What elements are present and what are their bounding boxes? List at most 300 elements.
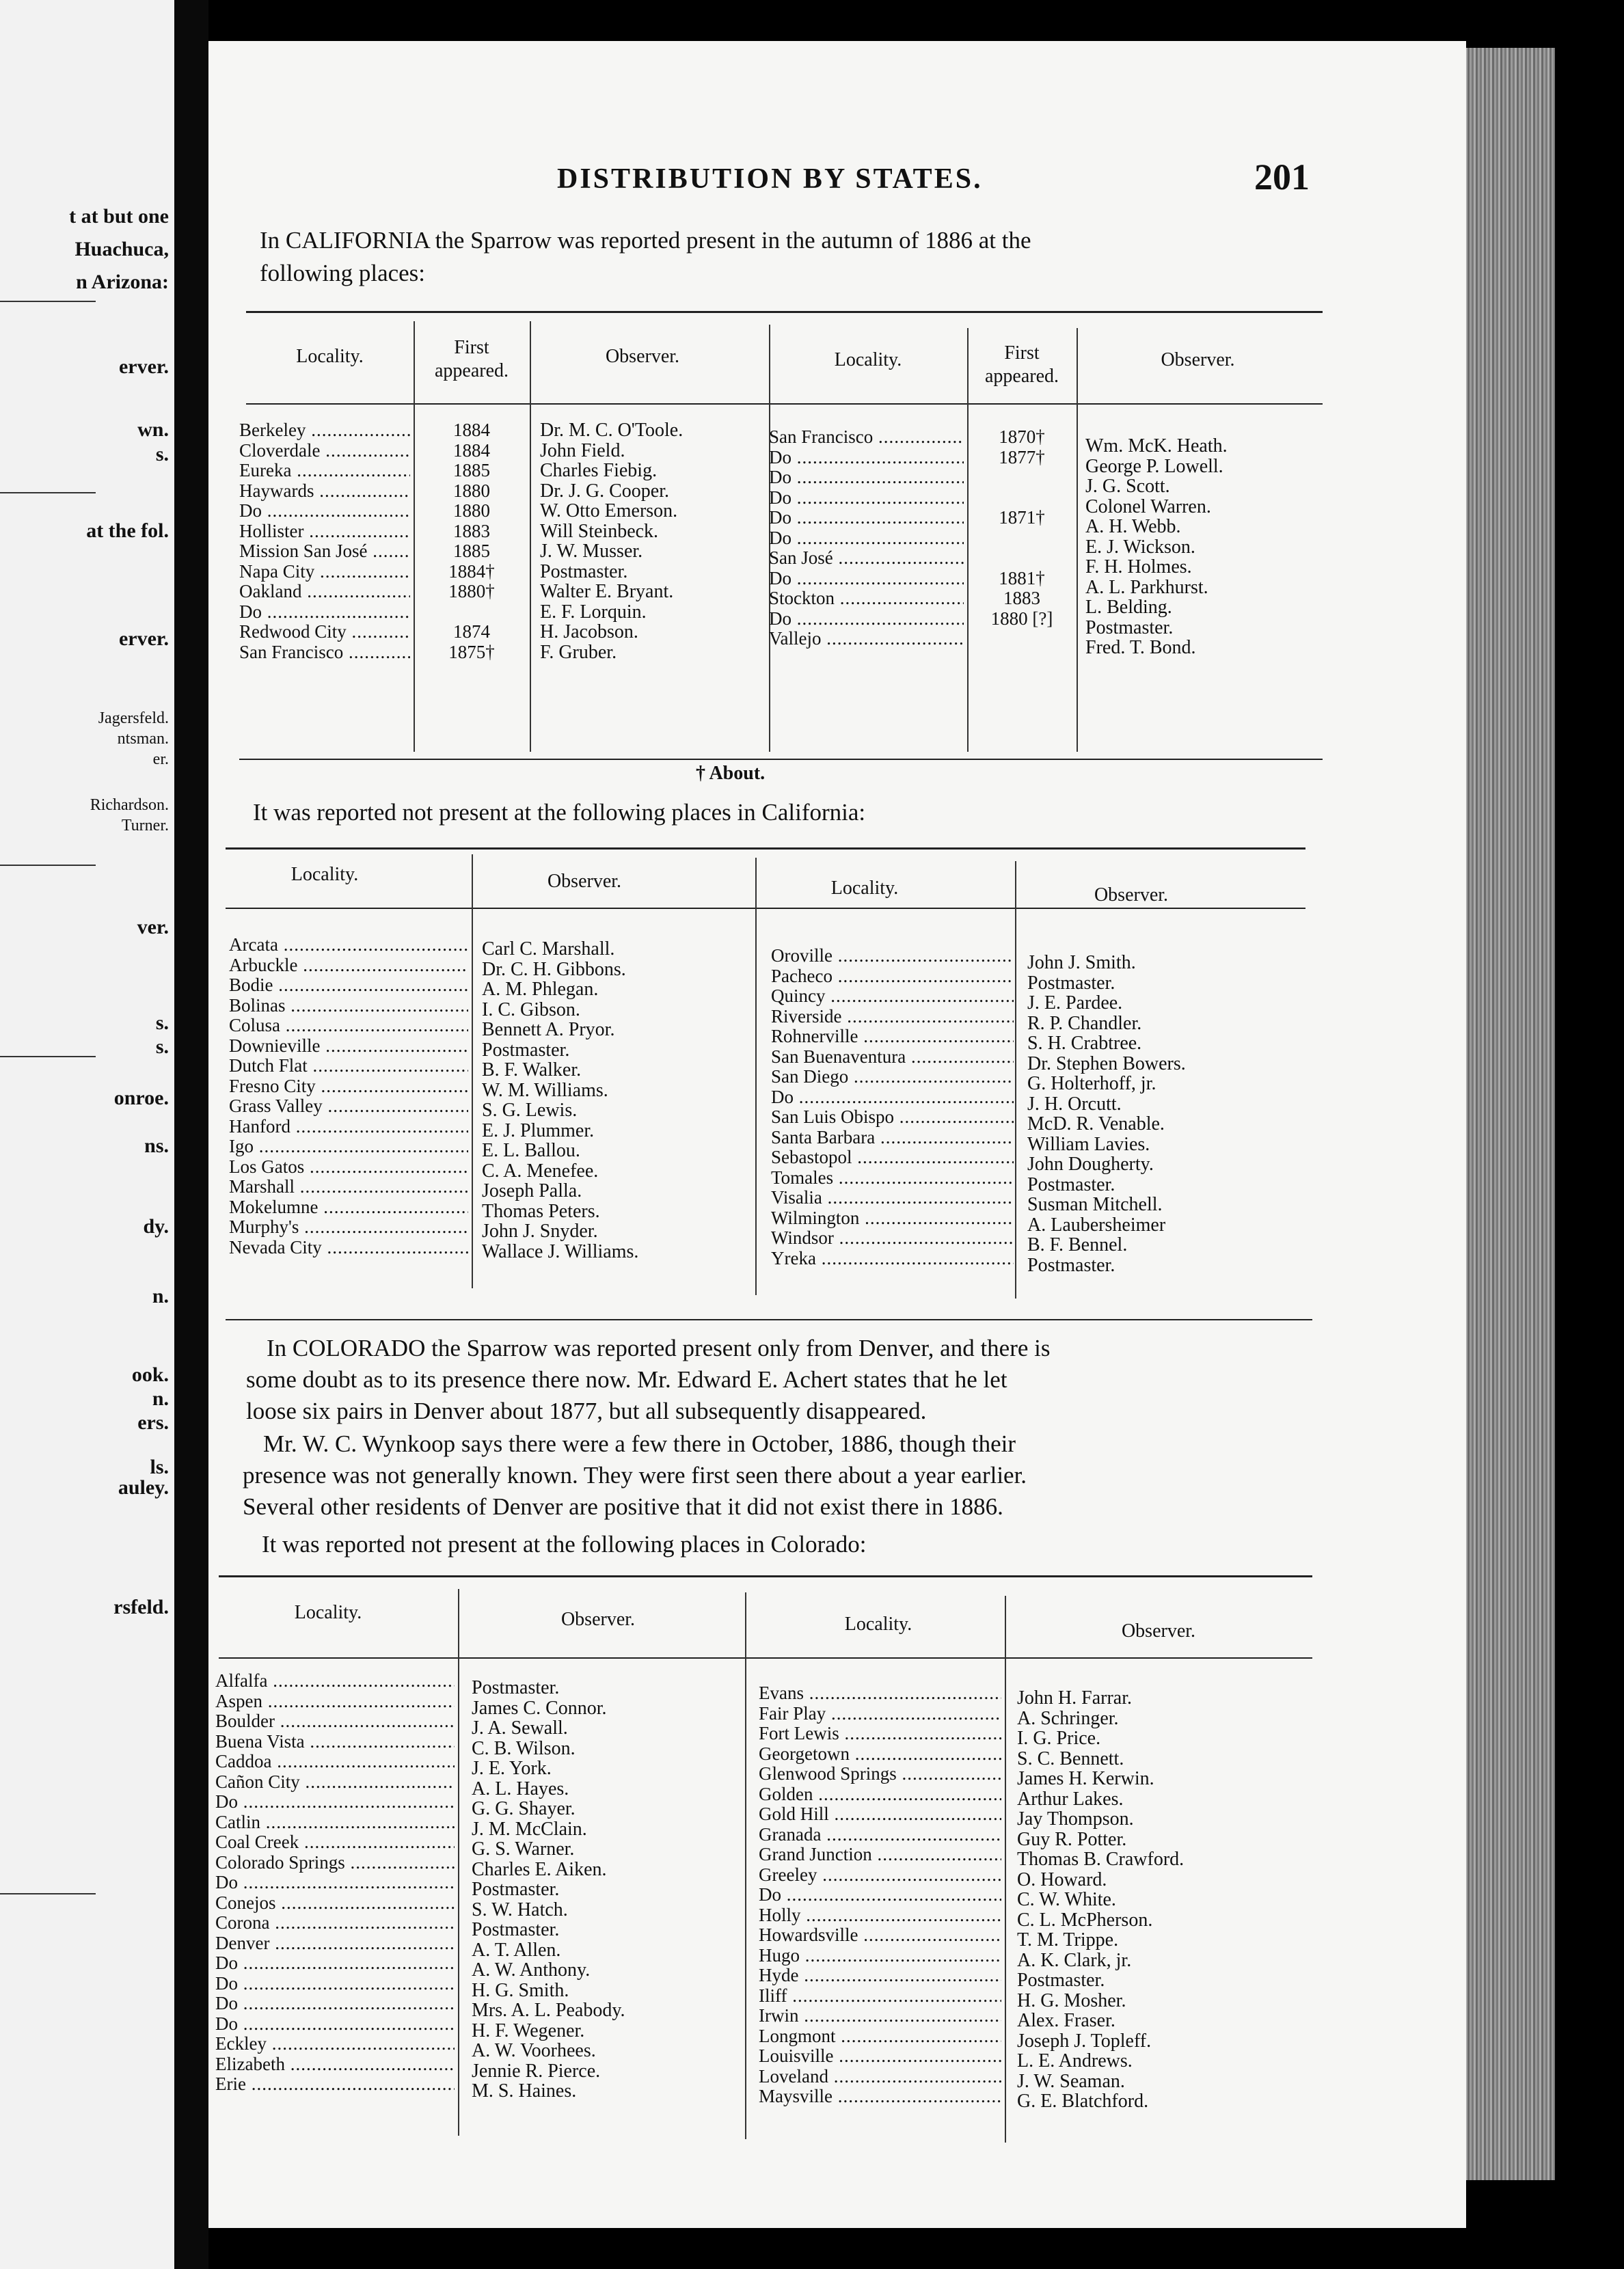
col-header-locality: Locality. [830, 878, 899, 899]
table-cell: E. J. Wickson. [1085, 536, 1195, 557]
table-cell: J. G. Scott. [1085, 476, 1170, 497]
table-cell: 1884† [448, 561, 495, 582]
table-cell: John Field. [540, 440, 625, 461]
table-cell: J. M. McClain. [472, 1819, 587, 1839]
col-header-locality: Locality. [844, 1614, 912, 1635]
ca-np-right-observers [1027, 953, 1301, 1275]
table-cell: Tomales ..... [771, 1168, 1014, 1188]
table-cell: 1880 [?] [990, 608, 1053, 629]
page-edges [1459, 48, 1555, 2180]
table-cell: Colusa ..... [229, 1016, 468, 1036]
table-cell: 1885 [453, 461, 490, 480]
table-cell: Corona ..... [215, 1913, 455, 1933]
table-cell: I. C. Gibson. [482, 999, 580, 1020]
table-cell: Eureka ..... [239, 461, 410, 481]
table-cell: William Lavies. [1027, 1134, 1150, 1154]
table-cell: Elizabeth ..... [215, 2054, 455, 2075]
table-cell: Mokelumne ..... [229, 1197, 468, 1218]
table-cell: Gold Hill ..... [759, 1804, 1001, 1825]
table-cell: Aspen ..... [215, 1691, 455, 1712]
col-header-locality: Locality. [834, 349, 902, 370]
ca-right-localities [769, 427, 964, 649]
table-cell: Greeley ..... [759, 1865, 1001, 1886]
table-cell: Oroville ..... [771, 946, 1014, 966]
table-cell: Thomas Peters. [482, 1201, 600, 1221]
col-header-observer: Observer. [1121, 1620, 1196, 1642]
facing-page-text: s. [155, 1011, 169, 1034]
facing-page-rule [0, 301, 96, 302]
facing-page-text: erver. [118, 355, 169, 378]
table-cell: Hollister ..... [239, 521, 410, 542]
table-cell: Redwood City ..... [239, 622, 410, 642]
table-cell: Do ..... [769, 569, 964, 589]
table-cell: Bolinas ..... [229, 996, 468, 1016]
book-gutter [174, 0, 208, 2269]
table-cell: Quincy ..... [771, 986, 1014, 1007]
co-right-observers [1017, 1688, 1318, 2112]
table-cell: C. A. Menefee. [482, 1160, 599, 1181]
table-cell: Do ..... [769, 609, 964, 629]
table-cell: Postmaster. [1085, 617, 1174, 638]
table-cell: Holly ..... [759, 1905, 1001, 1926]
ca-np-left-localities [229, 935, 468, 1258]
table-cell [967, 488, 1077, 508]
table-cell: Golden ..... [759, 1784, 1001, 1805]
table-cell: S. G. Lewis. [482, 1100, 578, 1121]
table-cell: John J. Snyder. [482, 1221, 598, 1242]
table-cell: 1883 [1003, 588, 1040, 608]
table-cell: Caddoa ..... [215, 1752, 455, 1772]
facing-page-text: dy. [143, 1215, 169, 1238]
table-cell: Loveland ..... [759, 2067, 1001, 2087]
table-cell: Postmaster. [1017, 1970, 1105, 1991]
table-cell: L. Belding. [1085, 597, 1172, 618]
table-cell: Susman Mitchell. [1027, 1195, 1163, 1215]
table-cell: A. L. Hayes. [472, 1778, 569, 1799]
table-cell: Mission San José ..... [239, 541, 410, 562]
table-cell: Santa Barbara ..... [771, 1128, 1014, 1148]
page-number: 201 [1254, 157, 1310, 198]
facing-page-text: auley. [118, 1476, 169, 1499]
table-cell: Dutch Flat ..... [229, 1056, 468, 1076]
table-cell: Fred. T. Bond. [1085, 638, 1196, 658]
table-cell: Murphy's ..... [229, 1217, 468, 1238]
table-cell: Postmaster. [540, 561, 628, 582]
ca-left-years [414, 420, 530, 662]
table-cell: 1883 [453, 521, 490, 541]
table-cell: Colonel Warren. [1085, 496, 1211, 517]
facing-page-text: Huachuca, [75, 238, 169, 260]
ca-np-right-localities [771, 946, 1014, 1268]
col-header-locality: Locality. [296, 346, 364, 367]
table-cell: C. B. Wilson. [472, 1738, 576, 1758]
table-cell: Igo ..... [229, 1137, 468, 1157]
header-text: appeared. [984, 366, 1059, 387]
table-cell: John Dougherty. [1027, 1154, 1154, 1175]
table-cell: San Francisco ..... [769, 427, 964, 448]
table-cell: Do ..... [771, 1087, 1014, 1108]
table-cell [414, 602, 530, 623]
table-cell: Will Steinbeck. [540, 521, 659, 541]
table-cell: Haywards ..... [239, 481, 410, 502]
table-cell: Do ..... [215, 1792, 455, 1812]
table-cell: Postmaster. [1027, 973, 1115, 993]
footnote-about: † About. [696, 763, 766, 784]
co-left-observers [472, 1678, 742, 2102]
table-cell: Glenwood Springs ..... [759, 1764, 1001, 1784]
table-cell: C. W. White. [1017, 1890, 1116, 1910]
table-cell: J. A. Sewall. [472, 1718, 568, 1739]
table-cell: Walter E. Bryant. [540, 582, 674, 602]
table-cell: Postmaster. [472, 1920, 560, 1940]
table-cell: Dr. M. C. O'Toole. [540, 420, 684, 441]
facing-page-text: t at but one [69, 205, 169, 228]
table-cell: Berkeley ..... [239, 420, 410, 441]
table-cell: James C. Connor. [472, 1698, 607, 1718]
table-cell: Do ..... [215, 1994, 455, 2014]
table-cell: Hanford ..... [229, 1117, 468, 1137]
table-cell: I. G. Price. [1017, 1728, 1101, 1749]
table-cell: J. W. Seaman. [1017, 2071, 1125, 2091]
table-cell [967, 548, 1077, 569]
table-cell: Dr. Stephen Bowers. [1027, 1053, 1186, 1074]
table-cell: Hugo ..... [759, 1946, 1001, 1966]
table-cell: Windsor ..... [771, 1228, 1014, 1249]
facing-page-text: Turner. [121, 817, 169, 834]
table-cell: Grass Valley ..... [229, 1096, 468, 1117]
table-cell: Oakland ..... [239, 582, 410, 602]
table-cell: Conejos ..... [215, 1893, 455, 1914]
table-cell: Fair Play ..... [759, 1704, 1001, 1724]
ca-right-observers [1085, 436, 1325, 658]
running-head: DISTRIBUTION BY STATES. [557, 163, 983, 195]
ca-np-left-observers [482, 939, 752, 1262]
table-cell: E. F. Lorquin. [540, 601, 647, 622]
table-cell: G. E. Blatchford. [1017, 2091, 1149, 2112]
col-header-observer: Observer. [1161, 349, 1235, 370]
facing-page-text: ers. [137, 1411, 169, 1434]
table-cell: Yreka ..... [771, 1249, 1014, 1269]
table-cell: San Luis Obispo ..... [771, 1107, 1014, 1128]
table-cell: Wm. McK. Heath. [1085, 436, 1228, 457]
table-cell: H. G. Mosher. [1017, 1990, 1126, 2011]
table-cell: H. G. Smith. [472, 1980, 569, 2000]
table-cell: E. J. Plummer. [482, 1120, 595, 1141]
col-header-observer: Observer. [560, 1609, 636, 1630]
table-cell: Postmaster. [482, 1040, 570, 1060]
table-cell: Rohnerville ..... [771, 1027, 1014, 1047]
table-cell: J. W. Musser. [540, 541, 643, 562]
table-cell: 1880 [453, 501, 490, 521]
table-cell: Sebastopol ..... [771, 1147, 1014, 1168]
table-cell: Do ..... [769, 448, 964, 468]
table-cell: Do ..... [769, 488, 964, 508]
table-cell: S. H. Crabtree. [1027, 1033, 1142, 1054]
table-cell: 1870† [999, 427, 1045, 447]
facing-page-text: ook. [131, 1363, 169, 1386]
facing-page-text: ntsman. [117, 730, 169, 748]
table-cell: Fresno City ..... [229, 1076, 468, 1097]
facing-page-text: erver. [118, 627, 169, 650]
facing-page-text: rsfeld. [113, 1596, 169, 1618]
table-cell: John H. Farrar. [1017, 1688, 1132, 1709]
facing-page-text: ls. [150, 1456, 169, 1478]
table-cell: A. W. Anthony. [472, 1960, 591, 1981]
facing-page-text: er. [152, 750, 169, 768]
header-text: appeared. [434, 360, 509, 381]
facing-page-text: at the fol. [86, 519, 169, 542]
table-cell: Do ..... [215, 2014, 455, 2035]
table-cell: A. T. Allen. [472, 1940, 561, 1960]
table-cell: A. Laubersheimer [1027, 1214, 1166, 1235]
table-cell: Do ..... [215, 1974, 455, 1994]
table-cell: Arcata ..... [229, 935, 468, 955]
table-cell: H. Jacobson. [540, 622, 638, 642]
table-cell: Iliff ..... [759, 1986, 1001, 2007]
table-cell: Bodie ..... [229, 975, 468, 996]
table-cell: Los Gatos ..... [229, 1157, 468, 1178]
table-cell: San Diego ..... [771, 1067, 1014, 1087]
table-cell: 1881† [999, 568, 1045, 588]
table-cell: 1885 [453, 541, 490, 561]
col-header-first-appeared [414, 336, 530, 383]
table-cell: B. F. Bennel. [1027, 1235, 1128, 1255]
table-cell: Jay Thompson. [1017, 1809, 1134, 1830]
table-cell: R. P. Chandler. [1027, 1013, 1142, 1033]
table-cell: San José ..... [769, 548, 964, 569]
table-cell: Riverside ..... [771, 1007, 1014, 1027]
colorado-not-present-intro: It was reported not present at the following places in Colorado: [262, 1531, 867, 1558]
table-cell: A. Schringer. [1017, 1708, 1119, 1728]
page [208, 41, 1466, 2228]
paragraph-line: Several other residents of Denver are positive that it did not exist there in 1886. [243, 1493, 1003, 1520]
table-cell: Irwin ..... [759, 2006, 1001, 2026]
table-cell: W. Otto Emerson. [540, 501, 678, 521]
table-cell: Dr. C. H. Gibbons. [482, 959, 626, 979]
table-cell: Do ..... [759, 1885, 1001, 1905]
table-cell: Eckley ..... [215, 2034, 455, 2054]
ca-left-localities [239, 420, 410, 662]
table-cell: Boulder ..... [215, 1711, 455, 1732]
facing-page-text: ns. [144, 1134, 169, 1157]
table-cell: Catlin ..... [215, 1812, 455, 1833]
facing-page-text: n Arizona: [76, 271, 169, 293]
california-intro-line: In CALIFORNIA the Sparrow was reported present in the autumn of 1886 at the [260, 227, 1031, 254]
table-cell: Erie ..... [215, 2074, 455, 2095]
facing-page-text: ver. [137, 916, 169, 938]
table-cell [967, 467, 1077, 488]
table-cell: E. L. Ballou. [482, 1141, 580, 1161]
table-cell: A. M. Phlegan. [482, 979, 599, 1000]
facing-page-rule [0, 865, 96, 866]
facing-page-rule [0, 1056, 96, 1057]
facing-page-text: s. [155, 1035, 169, 1058]
table-cell: Cloverdale ..... [239, 441, 410, 461]
facing-page-text: n. [152, 1285, 169, 1307]
table-cell: T. M. Trippe. [1017, 1930, 1119, 1951]
colorado-paragraph-2 [243, 1428, 1336, 1523]
paragraph-line: Mr. W. C. Wynkoop says there were a few there in October, 1886, though their [263, 1430, 1016, 1457]
table-cell: Coal Creek ..... [215, 1832, 455, 1853]
table-cell: Arthur Lakes. [1017, 1789, 1124, 1809]
table-cell: Hyde ..... [759, 1966, 1001, 1986]
table-cell: A. W. Voorhees. [472, 2041, 596, 2061]
table-cell: Denver ..... [215, 1933, 455, 1954]
table-cell: F. Gruber. [540, 642, 617, 662]
table-cell: Do ..... [239, 602, 410, 623]
table-cell: 1880† [448, 582, 495, 601]
col-header-observer: Observer. [605, 346, 680, 367]
table-cell: B. F. Walker. [482, 1060, 582, 1081]
table-cell: Thomas B. Crawford. [1017, 1849, 1185, 1870]
col-header-first-appeared [967, 342, 1077, 388]
co-left-localities [215, 1671, 455, 2095]
table-cell: Do ..... [769, 467, 964, 488]
facing-page-text: onroe. [113, 1087, 169, 1109]
table-cell: Arbuckle ..... [229, 955, 468, 976]
facing-page-text: n. [152, 1387, 169, 1410]
table-cell: H. F. Wegener. [472, 2020, 585, 2041]
facing-page-fragment [0, 0, 174, 2269]
table-cell: James H. Kerwin. [1017, 1769, 1154, 1789]
table-cell: Guy R. Potter. [1017, 1829, 1127, 1849]
table-cell: C. L. McPherson. [1017, 1910, 1153, 1930]
table-cell: Jennie R. Pierce. [472, 2061, 601, 2081]
table-cell: G. G. Shayer. [472, 1799, 576, 1819]
table-cell: L. E. Andrews. [1017, 2051, 1133, 2071]
table-cell: A. L. Parkhurst. [1085, 577, 1208, 597]
table-cell: John J. Smith. [1027, 953, 1136, 973]
facing-page-text: wn. [137, 418, 169, 441]
table-cell: J. E. York. [472, 1758, 552, 1779]
table-cell: Charles E. Aiken. [472, 1859, 607, 1879]
table-cell: W. M. Williams. [482, 1080, 608, 1100]
table-cell: 1875† [448, 642, 495, 662]
table-cell: 1884 [453, 440, 490, 461]
table-cell: Colorado Springs ..... [215, 1853, 455, 1873]
table-cell: Joseph J. Topleff. [1017, 2030, 1152, 2051]
facing-page-rule [0, 492, 96, 493]
table-cell: Alex. Fraser. [1017, 2011, 1115, 2031]
facing-page-text: s. [155, 443, 169, 465]
ca-left-observers [540, 420, 766, 662]
co-right-localities [759, 1683, 1001, 2107]
table-cell: Do ..... [215, 1873, 455, 1893]
table-cell: Longmont ..... [759, 2026, 1001, 2047]
table-cell: Howardsville ..... [759, 1925, 1001, 1946]
table-cell: 1884 [453, 420, 490, 440]
col-header-locality: Locality. [294, 1602, 362, 1623]
table-cell: Downieville ..... [229, 1036, 468, 1057]
table-cell: Postmaster. [472, 1678, 560, 1698]
table-cell: Do ..... [239, 501, 410, 521]
table-cell: Postmaster. [472, 1879, 560, 1900]
colorado-paragraph-1 [246, 1333, 1340, 1427]
table-cell: Nevada City ..... [229, 1238, 468, 1258]
table-cell: 1877† [999, 447, 1045, 467]
table-cell: Do ..... [769, 508, 964, 528]
paragraph-line: loose six pairs in Denver about 1877, but all subsequently disappeared. [246, 1398, 927, 1424]
table-cell: Grand Junction ..... [759, 1845, 1001, 1865]
table-cell: Visalia ..... [771, 1188, 1014, 1208]
table-cell: Bennett A. Pryor. [482, 1020, 615, 1040]
table-cell: Joseph Palla. [482, 1181, 582, 1201]
header-text: First [454, 337, 489, 358]
table-cell: Napa City ..... [239, 562, 410, 582]
col-header-observer: Observer. [547, 871, 622, 892]
table-cell: O. Howard. [1017, 1869, 1107, 1890]
table-cell: A. K. Clark, jr. [1017, 1950, 1132, 1970]
table-cell: Maysville ..... [759, 2087, 1001, 2107]
table-cell: 1880 [453, 480, 490, 501]
table-cell: Pacheco ..... [771, 966, 1014, 987]
table-cell: G. Holterhoff, jr. [1027, 1074, 1156, 1094]
table-cell: Postmaster. [1027, 1255, 1115, 1275]
table-cell: A. H. Webb. [1085, 517, 1181, 537]
ca-right-years [967, 427, 1077, 649]
table-cell: Granada ..... [759, 1825, 1001, 1845]
table-cell: Alfalfa ..... [215, 1671, 455, 1691]
table-cell: 1874 [453, 622, 490, 642]
table-cell: Wilmington ..... [771, 1208, 1014, 1229]
table-cell: Postmaster. [1027, 1174, 1115, 1195]
header-text: First [1004, 342, 1040, 364]
table-cell: Louisville ..... [759, 2046, 1001, 2067]
table-cell: George P. Lowell. [1085, 456, 1223, 476]
california-intro [260, 224, 1031, 290]
table-cell: Evans ..... [759, 1683, 1001, 1704]
table-cell: San Francisco ..... [239, 642, 410, 663]
table-cell: M. S. Haines. [472, 2081, 577, 2102]
table-cell: J. H. Orcutt. [1027, 1093, 1122, 1114]
table-cell: Georgetown ..... [759, 1744, 1001, 1765]
table-cell: G. S. Warner. [472, 1839, 575, 1860]
table-cell: Cañon City ..... [215, 1772, 455, 1793]
facing-page-text: Jagersfeld. [98, 709, 169, 727]
table-cell: Carl C. Marshall. [482, 939, 615, 960]
col-header-observer: Observer. [1094, 884, 1169, 906]
table-cell [967, 528, 1077, 549]
table-cell: Buena Vista ..... [215, 1732, 455, 1752]
table-cell: Vallejo ..... [769, 629, 964, 649]
table-cell: J. E. Pardee. [1027, 993, 1123, 1014]
paragraph-line: some doubt as to its presence there now. Mr. Edward E. Achert states that he let [246, 1366, 1007, 1393]
table-cell: S. W. Hatch. [472, 1899, 568, 1920]
table-cell: Fort Lewis ..... [759, 1724, 1001, 1744]
facing-page-text: Richardson. [90, 796, 169, 814]
table-cell: Do ..... [769, 528, 964, 549]
paragraph-line: In COLORADO the Sparrow was reported present only from Denver, and there is [267, 1335, 1051, 1361]
table-cell: McD. R. Venable. [1027, 1114, 1165, 1134]
table-cell: Charles Fiebig. [540, 461, 658, 481]
col-header-locality: Locality. [290, 864, 359, 885]
table-cell: F. H. Holmes. [1085, 557, 1192, 578]
paragraph-line: presence was not generally known. They were first seen there about a year earlier. [243, 1462, 1027, 1489]
california-intro-line: following places: [260, 260, 426, 286]
table-cell: Mrs. A. L. Peabody. [472, 2000, 625, 2021]
table-cell: Do ..... [215, 1953, 455, 1974]
table-cell: S. C. Bennett. [1017, 1748, 1124, 1769]
table-cell: San Buenaventura ..... [771, 1047, 1014, 1068]
table-cell [967, 629, 1077, 649]
table-cell: Stockton ..... [769, 588, 964, 609]
facing-page-rule [0, 1893, 96, 1894]
table-cell: Marshall ..... [229, 1177, 468, 1197]
table-cell: Dr. J. G. Cooper. [540, 480, 669, 501]
table-cell: Wallace J. Williams. [482, 1241, 639, 1262]
table-cell: 1871† [999, 508, 1045, 528]
california-not-present-intro: It was reported not present at the following places in California: [253, 799, 866, 826]
